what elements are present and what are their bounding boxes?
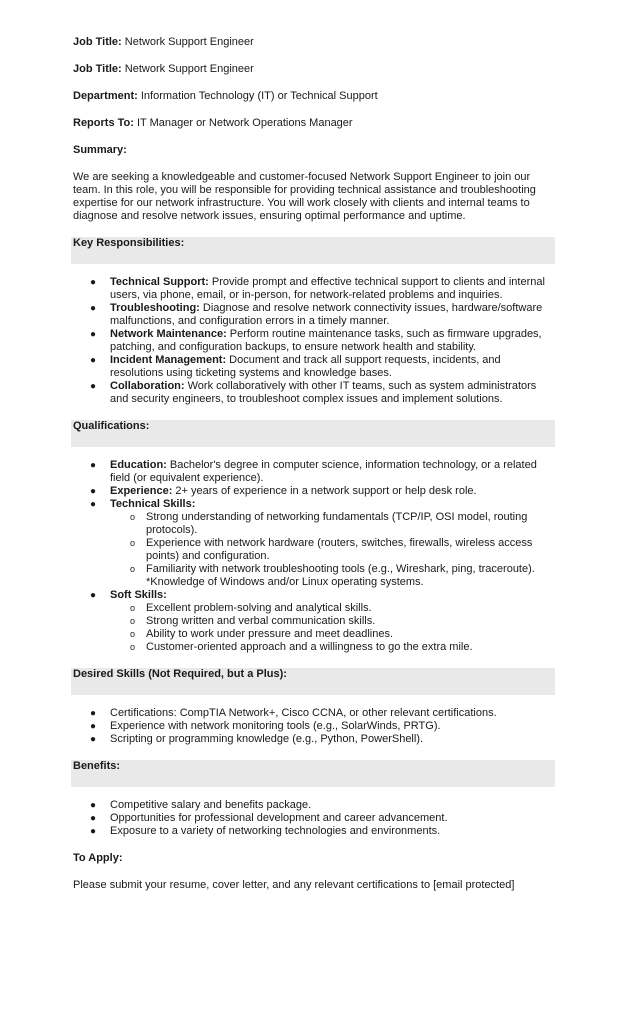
bullet-icon: ● (90, 800, 97, 811)
item-text: Opportunities for professional development and career advancement. (110, 812, 448, 824)
item-text: Competitive salary and benefits package. (110, 799, 312, 811)
item-label: Incident Management: (110, 354, 227, 366)
job-title-line-2 (73, 63, 553, 76)
sub-item-text: Experience with network hardware (routers, switches, firewalls, wireless access points) and configuration. (146, 537, 533, 562)
item-text: Perform routine maintenance tasks, such as firmware upgrades, patching, and configuration backups, to ensure network health and stability. (110, 328, 542, 353)
list-item (73, 707, 550, 720)
list-item (73, 733, 550, 746)
benefits-list (73, 799, 553, 838)
sub-item-text: Ability to work under pressure and meet deadlines. (146, 628, 394, 640)
bullet-icon: ● (90, 499, 97, 510)
item-text: Exposure to a variety of networking technologies and environments. (110, 825, 441, 837)
bullet-icon: ● (90, 708, 97, 719)
sub-list-item (110, 563, 546, 589)
responsibilities-list (73, 276, 553, 406)
item-text: Diagnose and resolve network connectivity issues, hardware/software malfunctions, and configuration errors in a timely manner. (110, 302, 543, 327)
bullet-icon: ● (90, 813, 97, 824)
list-item (73, 276, 550, 302)
sub-item-text: Excellent problem-solving and analytical skills. (146, 602, 372, 614)
item-label: Network Maintenance: (110, 328, 227, 340)
sub-list-item (110, 628, 546, 641)
bullet-icon: ● (90, 277, 97, 288)
item-label: Collaboration: (110, 380, 185, 392)
bullet-icon: ● (90, 355, 97, 366)
bullet-icon: ● (90, 721, 97, 732)
circle-bullet-icon: o (130, 629, 136, 639)
circle-bullet-icon: o (130, 603, 136, 613)
sub-list-item (110, 602, 546, 615)
sub-item-text: Familiarity with network troubleshooting tools (e.g., Wireshark, ping, traceroute). *Knowledge of Windows and/or Linux operating systems. (146, 563, 535, 588)
reports-to-line (73, 117, 553, 130)
responsibilities-heading: Key Responsibilities: (71, 237, 555, 264)
item-text: Bachelor's degree in computer science, information technology, or a related field (or equivalent experience). (110, 459, 537, 484)
circle-bullet-icon: o (130, 564, 136, 574)
circle-bullet-icon: o (130, 538, 136, 548)
department-label: Department: (73, 90, 138, 102)
job-title-value: Network Support Engineer (121, 36, 254, 48)
item-label: Technical Support: (110, 276, 209, 288)
item-text: Provide prompt and effective technical support to clients and internal users, via phone, email, or in-person, for network-related problems and inquiries. (110, 276, 545, 301)
item-text: 2+ years of experience in a network support or help desk role. (172, 485, 477, 497)
item-text: Scripting or programming knowledge (e.g., Python, PowerShell). (110, 733, 424, 745)
circle-bullet-icon: o (130, 616, 136, 626)
department-line (73, 90, 553, 103)
sub-list-item (110, 537, 546, 563)
list-item (73, 485, 550, 498)
reports-to-label: Reports To: (73, 117, 134, 129)
technical-skills-sublist (110, 511, 550, 589)
item-label: Education: (110, 459, 167, 471)
item-text: Experience with network monitoring tools (e.g., SolarWinds, PRTG). (110, 720, 441, 732)
summary-heading: Summary: (73, 144, 127, 156)
desired-skills-heading: Desired Skills (Not Required, but a Plus): (71, 668, 555, 695)
list-item (73, 812, 550, 825)
item-text: Document and track all support requests, incidents, and resolutions using ticketing systems and knowledge bases. (110, 354, 501, 379)
soft-skills-sublist (110, 602, 550, 654)
sub-item-text: Strong written and verbal communication skills. (146, 615, 376, 627)
item-label: Soft Skills: (110, 589, 167, 601)
item-label: Technical Skills: (110, 498, 196, 510)
bullet-icon: ● (90, 590, 97, 601)
sub-list-item (110, 511, 546, 537)
list-item (73, 459, 550, 485)
list-item (73, 328, 550, 354)
list-item (73, 302, 550, 328)
to-apply-heading: To Apply: (73, 852, 123, 864)
bullet-icon: ● (90, 303, 97, 314)
bullet-icon: ● (90, 329, 97, 340)
sub-item-text: Customer-oriented approach and a willingness to go the extra mile. (146, 641, 473, 653)
list-item (73, 720, 550, 733)
job-title-label: Job Title: (73, 36, 122, 48)
bullet-icon: ● (90, 826, 97, 837)
qualifications-heading: Qualifications: (71, 420, 555, 447)
list-item (73, 354, 550, 380)
bullet-icon: ● (90, 486, 97, 497)
benefits-heading: Benefits: (71, 760, 555, 787)
to-apply-text: Please submit your resume, cover letter, and any relevant certifications to [email protected] (73, 879, 515, 891)
bullet-icon: ● (90, 460, 97, 471)
item-label: Troubleshooting: (110, 302, 200, 314)
list-item (73, 799, 550, 812)
list-item (73, 380, 550, 406)
sub-item-text: Strong understanding of networking fundamentals (TCP/IP, OSI model, routing protocols). (146, 511, 528, 536)
job-title-value: Network Support Engineer (121, 63, 254, 75)
desired-skills-list (73, 707, 553, 746)
list-item (73, 589, 550, 654)
department-value: Information Technology (IT) or Technical Support (137, 90, 378, 102)
reports-to-value: IT Manager or Network Operations Manager (133, 117, 353, 129)
list-item (73, 825, 550, 838)
job-description-document (73, 36, 553, 906)
circle-bullet-icon: o (130, 512, 136, 522)
summary-text: We are seeking a knowledgeable and customer-focused Network Support Engineer to join our team. In this role, you will be responsible for providing technical assistance and troubleshooting expertise for our network infrastructure. You will work closely with clients and internal teams to diagnose and resolve network issues, ensuring optimal performance and uptime. (73, 171, 536, 222)
sub-list-item (110, 615, 546, 628)
item-text: Certifications: CompTIA Network+, Cisco CCNA, or other relevant certifications. (110, 707, 497, 719)
job-title-label: Job Title: (73, 63, 122, 75)
sub-list-item (110, 641, 546, 654)
list-item (73, 498, 550, 589)
job-title-line-1 (73, 36, 553, 49)
item-text: Work collaboratively with other IT teams, such as system administrators and security engineers, to troubleshoot complex issues and implement solutions. (110, 380, 537, 405)
qualifications-list (73, 459, 553, 654)
circle-bullet-icon: o (130, 642, 136, 652)
bullet-icon: ● (90, 381, 97, 392)
bullet-icon: ● (90, 734, 97, 745)
item-label: Experience: (110, 485, 173, 497)
